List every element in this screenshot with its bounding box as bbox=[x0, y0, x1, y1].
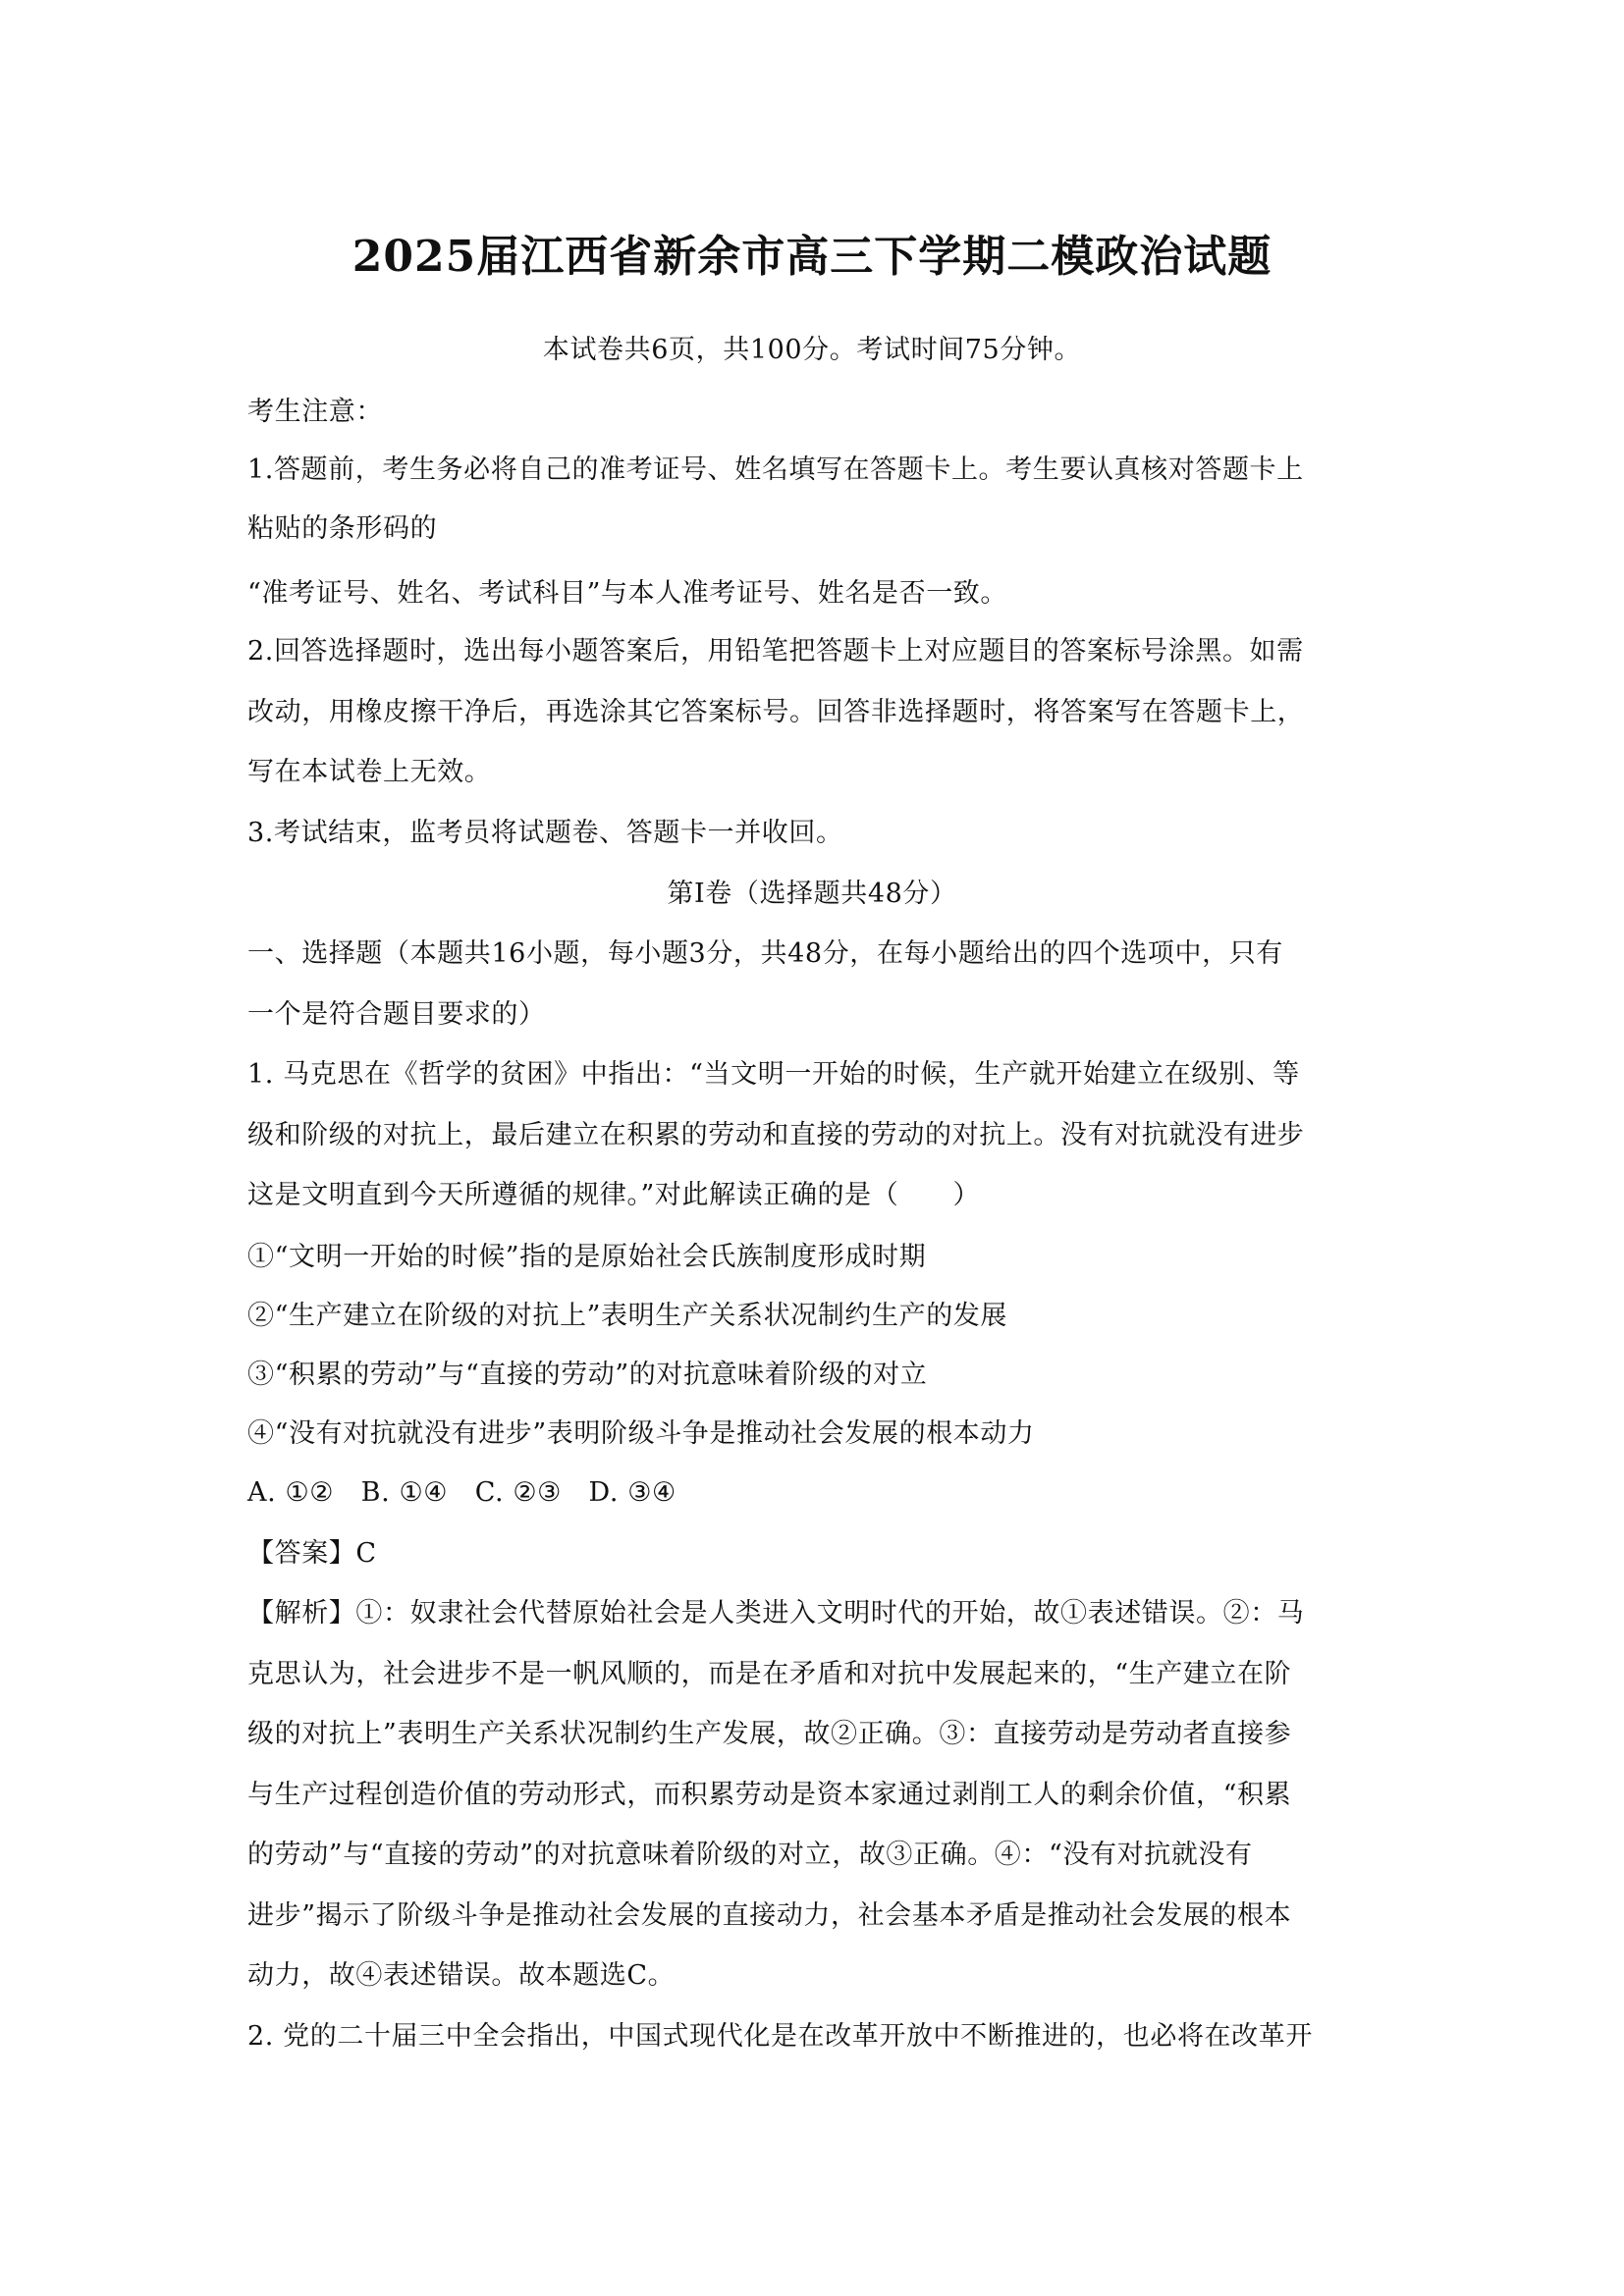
part-heading-line-2: 一个是符合题目要求的） bbox=[247, 999, 546, 1030]
question-1-line-1: 1. 马克思在《哲学的贫困》中指出：“当文明一开始的时候，生产就开始建立在级别、等 bbox=[247, 1059, 1300, 1090]
notice-1-line-2: 粘贴的条形码的 bbox=[247, 513, 438, 544]
question-1-statement-4: ④“没有对抗就没有进步”表明阶级斗争是推动社会发展的根本动力 bbox=[247, 1418, 1035, 1449]
document-title: 2025届江西省新余市高三下学期二模政治试题 bbox=[352, 232, 1272, 282]
part-heading-line-1: 一、选择题（本题共16小题，每小题3分，共48分，在每小题给出的四个选项中，只有 bbox=[247, 938, 1283, 969]
question-1-analysis-line-5: 的劳动”与“直接的劳动”的对抗意味着阶级的对立，故③正确。④：“没有对抗就没有 bbox=[247, 1840, 1253, 1870]
question-1-statement-1: ①“文明一开始的时候”指的是原始社会氏族制度形成时期 bbox=[247, 1242, 927, 1272]
notice-2-line-3: 写在本试卷上无效。 bbox=[247, 757, 492, 787]
question-1-analysis-line-1: 【解析】①：奴隶社会代替原始社会是人类进入文明时代的开始，故①表述错误。②：马 bbox=[247, 1598, 1305, 1629]
question-1-analysis-line-2: 克思认为，社会进步不是一帆风顺的，而是在矛盾和对抗中发展起来的，“生产建立在阶 bbox=[247, 1659, 1292, 1689]
question-1-statement-3: ③“积累的劳动”与“直接的劳动”的对抗意味着阶级的对立 bbox=[247, 1360, 928, 1390]
question-1-options: A. ①② B. ①④ C. ②③ D. ③④ bbox=[247, 1477, 677, 1508]
section-title: 第Ⅰ卷（选择题共48分） bbox=[667, 879, 957, 909]
question-1-analysis-line-7: 动力，故④表述错误。故本题选C。 bbox=[247, 1960, 676, 1991]
notice-2-line-1: 2.回答选择题时，选出每小题答案后，用铅笔把答题卡上对应题目的答案标号涂黑。如需 bbox=[247, 636, 1304, 667]
notice-3: 3.考试结束，监考员将试题卷、答题卡一并收回。 bbox=[247, 818, 843, 848]
question-1-analysis-line-4: 与生产过程创造价值的劳动形式，而积累劳动是资本家通过剥削工人的剩余价值，“积累 bbox=[247, 1780, 1292, 1810]
question-1-analysis-line-3: 级的对抗上”表明生产关系状况制约生产发展，故②正确。③：直接劳动是劳动者直接参 bbox=[247, 1719, 1292, 1749]
notice-2-line-2: 改动，用橡皮擦干净后，再选涂其它答案标号。回答非选择题时，将答案写在答题卡上， bbox=[247, 697, 1305, 727]
question-1-answer: 【答案】C bbox=[247, 1538, 377, 1569]
notice-1-line-3: “准考证号、姓名、考试科目”与本人准考证号、姓名是否一致。 bbox=[247, 578, 1008, 609]
notice-heading: 考生注意： bbox=[247, 397, 383, 427]
question-1-line-3: 这是文明直到今天所遵循的规律。”对此解读正确的是（ ） bbox=[247, 1180, 981, 1210]
question-1-statement-2: ②“生产建立在阶级的对抗上”表明生产关系状况制约生产的发展 bbox=[247, 1301, 1008, 1331]
exam-info: 本试卷共6页，共100分。考试时间75分钟。 bbox=[542, 335, 1082, 365]
question-2-line-1: 2. 党的二十届三中全会指出，中国式现代化是在改革开放中不断推进的，也必将在改革开 bbox=[247, 2021, 1313, 2052]
question-1-line-2: 级和阶级的对抗上，最后建立在积累的劳动和直接的劳动的对抗上。没有对抗就没有进步 bbox=[247, 1120, 1305, 1150]
notice-1-line-1: 1.答题前，考生务必将自己的准考证号、姓名填写在答题卡上。考生要认真核对答题卡上 bbox=[247, 454, 1304, 485]
question-1-analysis-line-6: 进步”揭示了阶级斗争是推动社会发展的直接动力，社会基本矛盾是推动社会发展的根本 bbox=[247, 1900, 1292, 1931]
